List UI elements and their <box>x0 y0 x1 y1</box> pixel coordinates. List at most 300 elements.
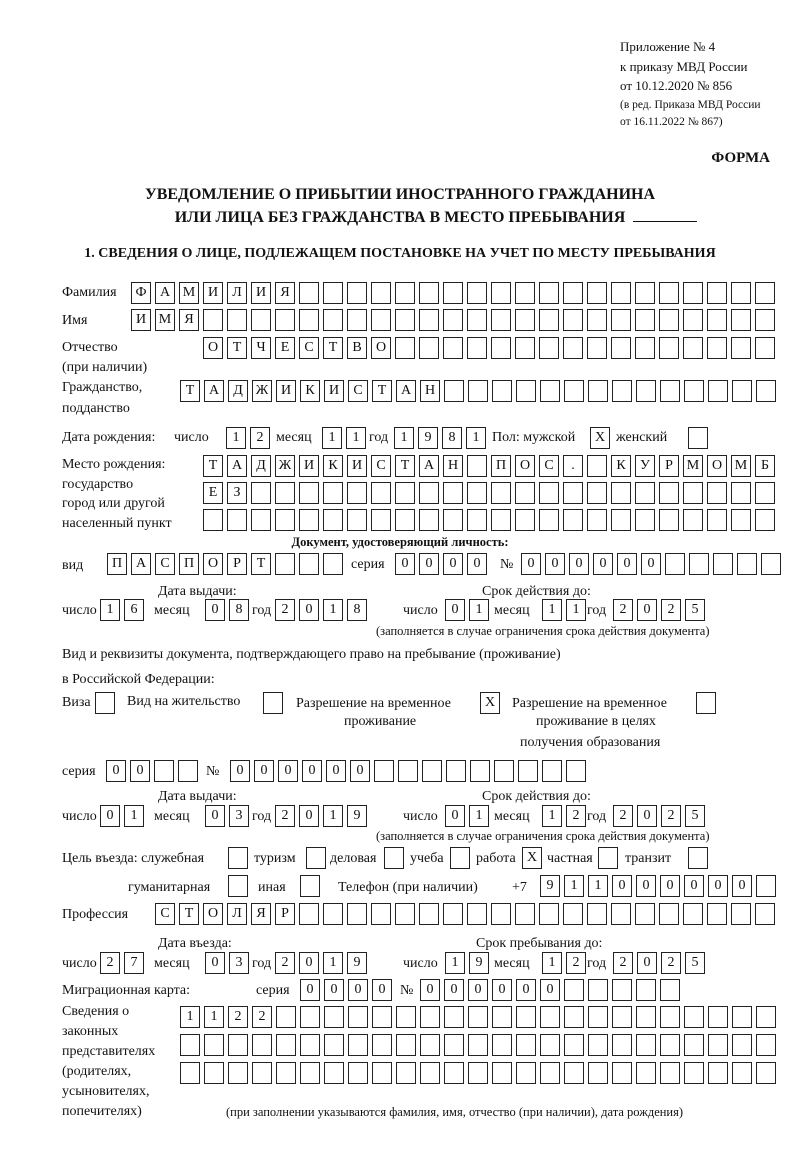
char-box-entry-year[interactable]: 2 <box>275 952 295 974</box>
char-box-birthplace-3[interactable] <box>251 509 271 531</box>
char-box-patronymic[interactable] <box>587 337 607 359</box>
char-box-name[interactable] <box>227 309 247 331</box>
char-box-profession[interactable] <box>443 903 463 925</box>
checkbox-purpose-tourism[interactable] <box>306 847 326 869</box>
checkbox-purpose-private[interactable] <box>598 847 618 869</box>
char-box-birth-day[interactable]: 2 <box>250 427 270 449</box>
char-box-birthplace-2[interactable] <box>443 482 463 504</box>
char-box-profession[interactable] <box>395 903 415 925</box>
char-box-birthplace-3[interactable] <box>635 509 655 531</box>
char-box-doc-valid-year[interactable]: 2 <box>613 599 633 621</box>
char-box-doc-number[interactable] <box>689 553 709 575</box>
char-box-stay-year[interactable]: 2 <box>661 952 681 974</box>
char-box-migration-series[interactable]: 0 <box>372 979 392 1001</box>
char-box-profession[interactable] <box>587 903 607 925</box>
char-box-patronymic[interactable] <box>443 337 463 359</box>
char-box-phone[interactable]: 0 <box>708 875 728 897</box>
char-box-birthplace-2[interactable] <box>731 482 751 504</box>
char-box-reps-3[interactable] <box>204 1062 224 1084</box>
char-box-patronymic[interactable] <box>563 337 583 359</box>
char-box-birthplace-3[interactable] <box>683 509 703 531</box>
char-box-phone[interactable]: 0 <box>684 875 704 897</box>
char-box-reps-1[interactable] <box>516 1006 536 1028</box>
checkbox-purpose-business[interactable] <box>384 847 404 869</box>
char-box-birthplace-1[interactable]: И <box>347 455 367 477</box>
char-box-reps-1[interactable] <box>492 1006 512 1028</box>
char-box-reps-3[interactable] <box>516 1062 536 1084</box>
char-box-reps-1[interactable] <box>612 1006 632 1028</box>
char-box-doc-type[interactable]: П <box>107 553 127 575</box>
char-box-reps-1[interactable] <box>348 1006 368 1028</box>
char-box-profession[interactable]: Я <box>251 903 271 925</box>
char-box-doc-type[interactable]: С <box>155 553 175 575</box>
char-box-doc-issue-year[interactable]: 0 <box>299 599 319 621</box>
char-box-doc-issue-year[interactable]: 8 <box>347 599 367 621</box>
char-box-stay-month[interactable]: 2 <box>566 952 586 974</box>
char-box-doc-valid-year[interactable]: 2 <box>661 599 681 621</box>
char-box-permit-series[interactable] <box>178 760 198 782</box>
char-box-patronymic[interactable]: О <box>203 337 223 359</box>
char-box-phone[interactable]: 1 <box>588 875 608 897</box>
char-box-migration-number[interactable]: 0 <box>540 979 560 1001</box>
char-box-stay-year[interactable]: 2 <box>613 952 633 974</box>
char-box-reps-3[interactable] <box>756 1062 776 1084</box>
char-box-birthplace-2[interactable] <box>371 482 391 504</box>
char-box-citizenship[interactable]: И <box>276 380 296 402</box>
char-box-reps-1[interactable] <box>636 1006 656 1028</box>
char-box-birthplace-2[interactable] <box>611 482 631 504</box>
char-box-permit-number[interactable]: 0 <box>350 760 370 782</box>
char-box-birthplace-3[interactable] <box>203 509 223 531</box>
char-box-surname[interactable] <box>587 282 607 304</box>
char-box-surname[interactable] <box>539 282 559 304</box>
checkbox-purpose-study[interactable] <box>450 847 470 869</box>
char-box-permit-issue-year[interactable]: 9 <box>347 805 367 827</box>
char-box-citizenship[interactable] <box>564 380 584 402</box>
char-box-surname[interactable] <box>563 282 583 304</box>
char-box-permit-issue-year[interactable]: 2 <box>275 805 295 827</box>
char-box-birthplace-2[interactable] <box>707 482 727 504</box>
char-box-surname[interactable] <box>467 282 487 304</box>
char-box-reps-1[interactable]: 1 <box>180 1006 200 1028</box>
char-box-birth-month[interactable]: 1 <box>322 427 342 449</box>
char-box-reps-1[interactable]: 1 <box>204 1006 224 1028</box>
char-box-entry-month[interactable]: 0 <box>205 952 225 974</box>
char-box-reps-3[interactable] <box>612 1062 632 1084</box>
char-box-reps-2[interactable] <box>732 1034 752 1056</box>
char-box-birthplace-1[interactable]: Н <box>443 455 463 477</box>
char-box-name[interactable] <box>587 309 607 331</box>
char-box-permit-number[interactable] <box>422 760 442 782</box>
char-box-patronymic[interactable]: Е <box>275 337 295 359</box>
char-box-birthplace-2[interactable] <box>467 482 487 504</box>
char-box-birthplace-3[interactable] <box>275 509 295 531</box>
char-box-migration-number[interactable]: 0 <box>444 979 464 1001</box>
char-box-name[interactable] <box>539 309 559 331</box>
char-box-profession[interactable]: Л <box>227 903 247 925</box>
char-box-surname[interactable] <box>443 282 463 304</box>
char-box-surname[interactable] <box>731 282 751 304</box>
char-box-phone[interactable]: 0 <box>660 875 680 897</box>
char-box-stay-year[interactable]: 5 <box>685 952 705 974</box>
char-box-reps-2[interactable] <box>252 1034 272 1056</box>
char-box-permit-number[interactable]: 0 <box>302 760 322 782</box>
char-box-birth-year[interactable]: 1 <box>466 427 486 449</box>
char-box-birthplace-1[interactable] <box>467 455 487 477</box>
checkbox-sex-female[interactable] <box>688 427 708 449</box>
char-box-reps-2[interactable] <box>348 1034 368 1056</box>
char-box-name[interactable] <box>659 309 679 331</box>
char-box-doc-number[interactable]: 0 <box>617 553 637 575</box>
char-box-migration-number[interactable]: 0 <box>516 979 536 1001</box>
char-box-doc-number[interactable]: 0 <box>593 553 613 575</box>
char-box-citizenship[interactable]: С <box>348 380 368 402</box>
char-box-permit-number[interactable] <box>470 760 490 782</box>
char-box-profession[interactable] <box>635 903 655 925</box>
char-box-stay-day[interactable]: 1 <box>445 952 465 974</box>
char-box-birthplace-2[interactable]: З <box>227 482 247 504</box>
char-box-birthplace-2[interactable] <box>539 482 559 504</box>
char-box-surname[interactable]: Л <box>227 282 247 304</box>
char-box-phone[interactable]: 9 <box>540 875 560 897</box>
char-box-birthplace-2[interactable] <box>491 482 511 504</box>
char-box-birthplace-1[interactable]: Д <box>251 455 271 477</box>
char-box-citizenship[interactable] <box>684 380 704 402</box>
char-box-name[interactable]: М <box>155 309 175 331</box>
char-box-reps-3[interactable] <box>468 1062 488 1084</box>
char-box-doc-type[interactable]: О <box>203 553 223 575</box>
char-box-reps-1[interactable] <box>444 1006 464 1028</box>
char-box-surname[interactable]: Ф <box>131 282 151 304</box>
char-box-reps-2[interactable] <box>396 1034 416 1056</box>
char-box-reps-2[interactable] <box>324 1034 344 1056</box>
char-box-migration-number[interactable]: 0 <box>420 979 440 1001</box>
char-box-birthplace-3[interactable] <box>491 509 511 531</box>
char-box-doc-number[interactable] <box>737 553 757 575</box>
char-box-reps-1[interactable] <box>420 1006 440 1028</box>
char-box-reps-2[interactable] <box>660 1034 680 1056</box>
char-box-birth-day[interactable]: 1 <box>226 427 246 449</box>
char-box-phone[interactable]: 0 <box>612 875 632 897</box>
char-box-doc-series[interactable]: 0 <box>395 553 415 575</box>
char-box-migration-number[interactable]: 0 <box>492 979 512 1001</box>
char-box-birthplace-3[interactable] <box>563 509 583 531</box>
char-box-birthplace-3[interactable] <box>323 509 343 531</box>
char-box-doc-number[interactable]: 0 <box>521 553 541 575</box>
char-box-reps-3[interactable] <box>636 1062 656 1084</box>
char-box-reps-1[interactable] <box>276 1006 296 1028</box>
char-box-citizenship[interactable] <box>612 380 632 402</box>
char-box-birthplace-2[interactable] <box>395 482 415 504</box>
char-box-birthplace-3[interactable] <box>539 509 559 531</box>
char-box-reps-2[interactable] <box>372 1034 392 1056</box>
char-box-birthplace-1[interactable]: О <box>707 455 727 477</box>
char-box-name[interactable] <box>635 309 655 331</box>
char-box-patronymic[interactable] <box>755 337 775 359</box>
char-box-surname[interactable] <box>683 282 703 304</box>
char-box-reps-3[interactable] <box>372 1062 392 1084</box>
char-box-name[interactable] <box>755 309 775 331</box>
char-box-doc-valid-day[interactable]: 1 <box>469 599 489 621</box>
char-box-birthplace-1[interactable]: . <box>563 455 583 477</box>
char-box-citizenship[interactable] <box>540 380 560 402</box>
char-box-reps-1[interactable] <box>660 1006 680 1028</box>
checkbox-permit-trp[interactable]: X <box>480 692 500 714</box>
char-box-patronymic[interactable] <box>683 337 703 359</box>
char-box-birth-year[interactable]: 1 <box>394 427 414 449</box>
char-box-permit-valid-year[interactable]: 5 <box>685 805 705 827</box>
char-box-migration-number[interactable] <box>564 979 584 1001</box>
char-box-name[interactable] <box>419 309 439 331</box>
checkbox-purpose-other[interactable] <box>300 875 320 897</box>
char-box-reps-1[interactable] <box>732 1006 752 1028</box>
char-box-name[interactable] <box>251 309 271 331</box>
char-box-profession[interactable] <box>683 903 703 925</box>
char-box-birth-month[interactable]: 1 <box>346 427 366 449</box>
char-box-birthplace-1[interactable]: К <box>611 455 631 477</box>
char-box-birthplace-2[interactable] <box>275 482 295 504</box>
char-box-reps-2[interactable] <box>444 1034 464 1056</box>
char-box-reps-2[interactable] <box>228 1034 248 1056</box>
char-box-reps-2[interactable] <box>756 1034 776 1056</box>
char-box-birthplace-3[interactable] <box>731 509 751 531</box>
char-box-reps-2[interactable] <box>684 1034 704 1056</box>
char-box-doc-series[interactable]: 0 <box>443 553 463 575</box>
char-box-permit-issue-year[interactable]: 1 <box>323 805 343 827</box>
char-box-reps-3[interactable] <box>732 1062 752 1084</box>
char-box-citizenship[interactable] <box>756 380 776 402</box>
char-box-birthplace-2[interactable] <box>347 482 367 504</box>
char-box-doc-number[interactable]: 0 <box>641 553 661 575</box>
char-box-patronymic[interactable] <box>395 337 415 359</box>
char-box-birthplace-1[interactable]: П <box>491 455 511 477</box>
char-box-reps-2[interactable] <box>708 1034 728 1056</box>
char-box-doc-issue-month[interactable]: 0 <box>205 599 225 621</box>
char-box-birthplace-3[interactable] <box>419 509 439 531</box>
char-box-birthplace-3[interactable] <box>611 509 631 531</box>
char-box-citizenship[interactable]: И <box>324 380 344 402</box>
char-box-name[interactable] <box>203 309 223 331</box>
char-box-birthplace-2[interactable] <box>251 482 271 504</box>
char-box-reps-3[interactable] <box>564 1062 584 1084</box>
char-box-patronymic[interactable] <box>419 337 439 359</box>
char-box-birthplace-2[interactable] <box>683 482 703 504</box>
char-box-reps-3[interactable] <box>276 1062 296 1084</box>
char-box-name[interactable] <box>707 309 727 331</box>
char-box-reps-3[interactable] <box>684 1062 704 1084</box>
char-box-reps-1[interactable] <box>588 1006 608 1028</box>
char-box-doc-number[interactable] <box>713 553 733 575</box>
char-box-name[interactable] <box>563 309 583 331</box>
char-box-citizenship[interactable] <box>444 380 464 402</box>
char-box-birth-year[interactable]: 9 <box>418 427 438 449</box>
char-box-reps-2[interactable] <box>516 1034 536 1056</box>
char-box-permit-number[interactable]: 0 <box>278 760 298 782</box>
char-box-stay-year[interactable]: 0 <box>637 952 657 974</box>
char-box-birthplace-1[interactable]: У <box>635 455 655 477</box>
char-box-reps-1[interactable] <box>324 1006 344 1028</box>
char-box-surname[interactable] <box>419 282 439 304</box>
char-box-permit-series[interactable]: 0 <box>130 760 150 782</box>
char-box-doc-type[interactable] <box>275 553 295 575</box>
char-box-reps-3[interactable] <box>420 1062 440 1084</box>
char-box-permit-number[interactable] <box>374 760 394 782</box>
char-box-stay-month[interactable]: 1 <box>542 952 562 974</box>
char-box-surname[interactable] <box>323 282 343 304</box>
char-box-birthplace-1[interactable]: Т <box>395 455 415 477</box>
char-box-name[interactable] <box>275 309 295 331</box>
char-box-doc-issue-day[interactable]: 1 <box>100 599 120 621</box>
char-box-name[interactable] <box>467 309 487 331</box>
char-box-patronymic[interactable]: Ч <box>251 337 271 359</box>
char-box-birthplace-2[interactable] <box>635 482 655 504</box>
char-box-doc-type[interactable]: П <box>179 553 199 575</box>
char-box-name[interactable] <box>395 309 415 331</box>
char-box-birthplace-1[interactable]: Т <box>203 455 223 477</box>
char-box-citizenship[interactable] <box>660 380 680 402</box>
checkbox-purpose-transit[interactable] <box>688 847 708 869</box>
char-box-reps-1[interactable] <box>708 1006 728 1028</box>
char-box-doc-issue-day[interactable]: 6 <box>124 599 144 621</box>
char-box-citizenship[interactable]: А <box>396 380 416 402</box>
char-box-doc-number[interactable]: 0 <box>545 553 565 575</box>
char-box-profession[interactable] <box>323 903 343 925</box>
char-box-permit-valid-month[interactable]: 1 <box>542 805 562 827</box>
char-box-citizenship[interactable]: Т <box>372 380 392 402</box>
char-box-birthplace-3[interactable] <box>515 509 535 531</box>
char-box-birthplace-3[interactable] <box>755 509 775 531</box>
char-box-reps-1[interactable] <box>300 1006 320 1028</box>
char-box-surname[interactable] <box>395 282 415 304</box>
char-box-birthplace-1[interactable]: С <box>371 455 391 477</box>
char-box-doc-valid-year[interactable]: 5 <box>685 599 705 621</box>
char-box-patronymic[interactable] <box>467 337 487 359</box>
char-box-doc-valid-day[interactable]: 0 <box>445 599 465 621</box>
char-box-doc-series[interactable]: 0 <box>467 553 487 575</box>
char-box-citizenship[interactable] <box>708 380 728 402</box>
char-box-patronymic[interactable] <box>491 337 511 359</box>
char-box-birthplace-1[interactable]: Б <box>755 455 775 477</box>
char-box-name[interactable] <box>299 309 319 331</box>
char-box-permit-series[interactable] <box>154 760 174 782</box>
char-box-migration-series[interactable]: 0 <box>324 979 344 1001</box>
char-box-profession[interactable] <box>491 903 511 925</box>
char-box-name[interactable] <box>731 309 751 331</box>
char-box-name[interactable] <box>515 309 535 331</box>
char-box-citizenship[interactable] <box>492 380 512 402</box>
char-box-permit-number[interactable]: 0 <box>326 760 346 782</box>
char-box-reps-3[interactable] <box>660 1062 680 1084</box>
char-box-birthplace-1[interactable]: А <box>419 455 439 477</box>
char-box-reps-1[interactable] <box>372 1006 392 1028</box>
char-box-doc-number[interactable] <box>665 553 685 575</box>
char-box-reps-3[interactable] <box>492 1062 512 1084</box>
char-box-birthplace-1[interactable]: С <box>539 455 559 477</box>
checkbox-sex-male[interactable]: X <box>590 427 610 449</box>
char-box-citizenship[interactable] <box>732 380 752 402</box>
char-box-birthplace-3[interactable] <box>347 509 367 531</box>
char-box-birth-year[interactable]: 8 <box>442 427 462 449</box>
char-box-permit-number[interactable] <box>542 760 562 782</box>
char-box-reps-1[interactable]: 2 <box>228 1006 248 1028</box>
char-box-doc-type[interactable]: А <box>131 553 151 575</box>
char-box-permit-valid-day[interactable]: 1 <box>469 805 489 827</box>
char-box-surname[interactable] <box>635 282 655 304</box>
char-box-surname[interactable] <box>347 282 367 304</box>
char-box-birthplace-1[interactable]: К <box>323 455 343 477</box>
char-box-doc-number[interactable] <box>761 553 781 575</box>
char-box-citizenship[interactable]: Т <box>180 380 200 402</box>
char-box-migration-series[interactable]: 0 <box>300 979 320 1001</box>
char-box-reps-2[interactable] <box>636 1034 656 1056</box>
checkbox-purpose-humanitarian[interactable] <box>228 875 248 897</box>
char-box-profession[interactable] <box>539 903 559 925</box>
char-box-entry-year[interactable]: 1 <box>323 952 343 974</box>
char-box-phone[interactable]: 0 <box>732 875 752 897</box>
char-box-reps-3[interactable] <box>588 1062 608 1084</box>
char-box-patronymic[interactable] <box>635 337 655 359</box>
char-box-entry-day[interactable]: 2 <box>100 952 120 974</box>
char-box-surname[interactable]: А <box>155 282 175 304</box>
char-box-profession[interactable] <box>347 903 367 925</box>
char-box-profession[interactable]: Т <box>179 903 199 925</box>
char-box-birthplace-3[interactable] <box>227 509 247 531</box>
char-box-profession[interactable] <box>299 903 319 925</box>
char-box-patronymic[interactable]: О <box>371 337 391 359</box>
char-box-doc-issue-month[interactable]: 8 <box>229 599 249 621</box>
char-box-doc-valid-month[interactable]: 1 <box>566 599 586 621</box>
char-box-patronymic[interactable] <box>731 337 751 359</box>
char-box-reps-1[interactable] <box>684 1006 704 1028</box>
char-box-doc-series[interactable]: 0 <box>419 553 439 575</box>
char-box-name[interactable] <box>443 309 463 331</box>
char-box-surname[interactable] <box>707 282 727 304</box>
char-box-permit-number[interactable] <box>518 760 538 782</box>
char-box-birthplace-2[interactable] <box>299 482 319 504</box>
char-box-reps-2[interactable] <box>588 1034 608 1056</box>
char-box-reps-2[interactable] <box>420 1034 440 1056</box>
char-box-migration-number[interactable] <box>636 979 656 1001</box>
char-box-reps-1[interactable] <box>396 1006 416 1028</box>
char-box-profession[interactable] <box>611 903 631 925</box>
char-box-permit-series[interactable]: 0 <box>106 760 126 782</box>
char-box-birthplace-1[interactable]: И <box>299 455 319 477</box>
char-box-name[interactable]: Я <box>179 309 199 331</box>
char-box-phone[interactable] <box>756 875 776 897</box>
char-box-profession[interactable] <box>731 903 751 925</box>
char-box-name[interactable] <box>323 309 343 331</box>
char-box-birthplace-1[interactable]: М <box>731 455 751 477</box>
char-box-birthplace-1[interactable]: О <box>515 455 535 477</box>
checkbox-permit-residence[interactable] <box>263 692 283 714</box>
char-box-patronymic[interactable] <box>707 337 727 359</box>
char-box-entry-month[interactable]: 3 <box>229 952 249 974</box>
char-box-birthplace-2[interactable] <box>323 482 343 504</box>
char-box-reps-1[interactable] <box>468 1006 488 1028</box>
char-box-profession[interactable] <box>755 903 775 925</box>
char-box-name[interactable] <box>347 309 367 331</box>
char-box-birthplace-2[interactable] <box>659 482 679 504</box>
char-box-phone[interactable]: 1 <box>564 875 584 897</box>
char-box-surname[interactable]: И <box>251 282 271 304</box>
char-box-birthplace-3[interactable] <box>371 509 391 531</box>
char-box-patronymic[interactable] <box>659 337 679 359</box>
char-box-birthplace-1[interactable] <box>587 455 607 477</box>
char-box-permit-number[interactable]: 0 <box>254 760 274 782</box>
char-box-reps-1[interactable]: 2 <box>252 1006 272 1028</box>
char-box-permit-issue-month[interactable]: 3 <box>229 805 249 827</box>
checkbox-purpose-official[interactable] <box>228 847 248 869</box>
